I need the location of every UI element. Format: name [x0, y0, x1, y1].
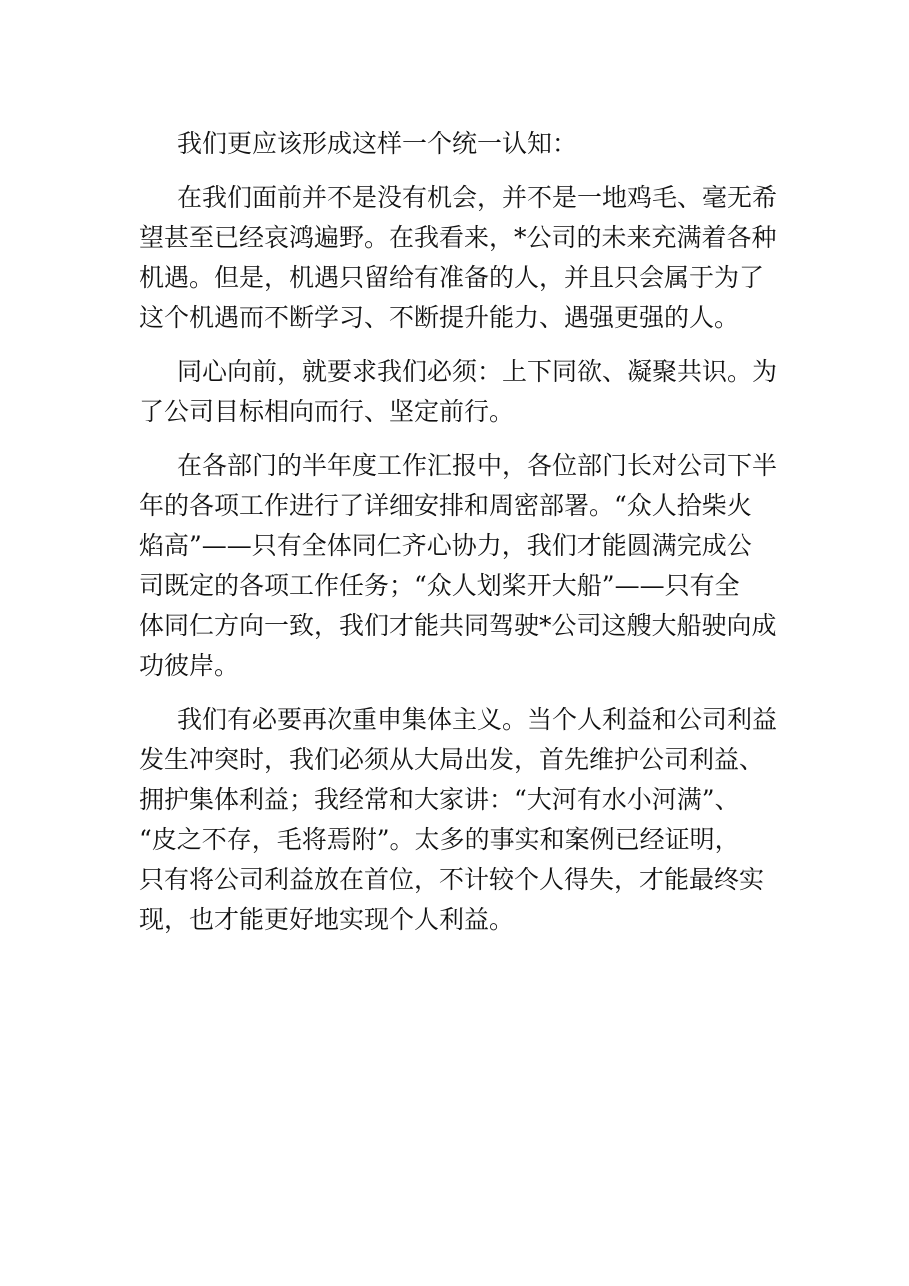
paragraph-line: 发生冲突时，我们必须从大局出发，首先维护公司利益、 — [139, 745, 765, 774]
paragraph-line: 在我们面前并不是没有机会，并不是一地鸡毛、毫无希 — [177, 183, 778, 212]
paragraph-line: 这个机遇而不断学习、不断提升能力、遇强更强的人。 — [139, 303, 740, 332]
paragraph-5 — [139, 700, 779, 940]
paragraph-line: 我们更应该形成这样一个统一认知： — [177, 129, 578, 158]
paragraph-line: “皮之不存，毛将焉附”。太多的事实和案例已经证明， — [139, 825, 740, 854]
paragraph-line: 司既定的各项工作任务；“众人划桨开大船”——只有全 — [139, 571, 740, 600]
paragraph-line: 年的各项工作进行了详细安排和周密部署。“众人拾柴火 — [139, 491, 752, 520]
paragraph-line: 焰高”——只有全体同仁齐心协力，我们才能圆满完成公 — [139, 531, 752, 560]
paragraph-line: 只有将公司利益放在首位，不计较个人得失，才能最终实 — [139, 865, 765, 894]
paragraph-line: 功彼岸。 — [139, 651, 240, 680]
paragraph-line: 同心向前，就要求我们必须：上下同欲、凝聚共识。为 — [177, 357, 778, 386]
paragraph-1 — [139, 124, 779, 164]
paragraph-line: 体同仁方向一致，我们才能共同驾驶*公司这艘大船驶向成 — [139, 611, 777, 640]
paragraph-line: 了公司目标相向而行、坚定前行。 — [139, 397, 515, 426]
paragraph-line: 机遇。但是，机遇只留给有准备的人，并且只会属于为了 — [139, 263, 765, 292]
paragraph-4 — [139, 446, 779, 686]
paragraph-line: 拥护集体利益；我经常和大家讲：“大河有水小河满”、 — [139, 785, 740, 814]
paragraph-line: 现，也才能更好地实现个人利益。 — [139, 905, 515, 934]
paragraph-3 — [139, 352, 779, 432]
paragraph-line: 望甚至已经哀鸿遍野。在我看来，*公司的未来充满着各种 — [139, 223, 777, 252]
paragraph-2 — [139, 178, 779, 338]
paragraph-line: 我们有必要再次重申集体主义。当个人利益和公司利益 — [177, 705, 778, 734]
paragraph-line: 在各部门的半年度工作汇报中，各位部门长对公司下半 — [177, 451, 778, 480]
document-body — [139, 124, 779, 954]
